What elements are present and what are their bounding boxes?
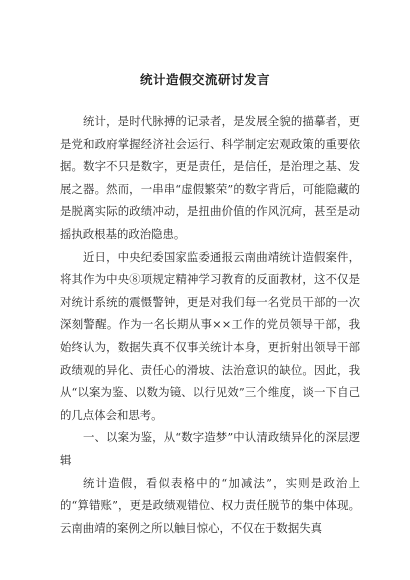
paragraph-intro: 统计，是时代脉搏的记录者，是发展全貌的描摹者，更是党和政府掌握经济社会运行、科学制定宏观政策的重要依据。数字不只是数字，更是责任，是信任，是治理之基、发展之器。然而，一串串“虚假繁荣”的数字背后，可能隐藏的是脱离实际的政绩冲动，是扭曲价值的作风沉疴，甚至是动摇执政根基的政治隐患。 (60, 114, 360, 241)
paragraph-section-1: 统计造假，看似表格中的“加减法”，实则是政治上的“算错账”，更是政绩观错位、权力责任脱节的集中体现。云南曲靖的案例之所以触目惊心，不仅在于数据失真 (60, 475, 360, 535)
paragraph-case: 近日，中央纪委国家监委通报云南曲靖统计造假案件，将其作为中央⑧项规定精神学习教育的反面教材，这不仅是对统计系统的震慑警钟，更是对我们每一名党员干部的一次深刻警醒。作为一名长期从事××工作的党员领导干部，我始终认为，数据失真不仅事关统计本身，更折射出领导干部政绩观的异化、责任心的滑坡、法治意识的缺位。因此，我从“以案为鉴、以数为镜、以行见效”三个维度，谈一下自己的几点体会和思考。 (60, 249, 360, 422)
document-title: 统计造假交流研讨发言 (139, 72, 270, 87)
section-heading-1: 一、以案为鉴，从“数字造梦”中认清政绩异化的深层逻辑 (60, 430, 360, 467)
document-body (60, 110, 360, 539)
